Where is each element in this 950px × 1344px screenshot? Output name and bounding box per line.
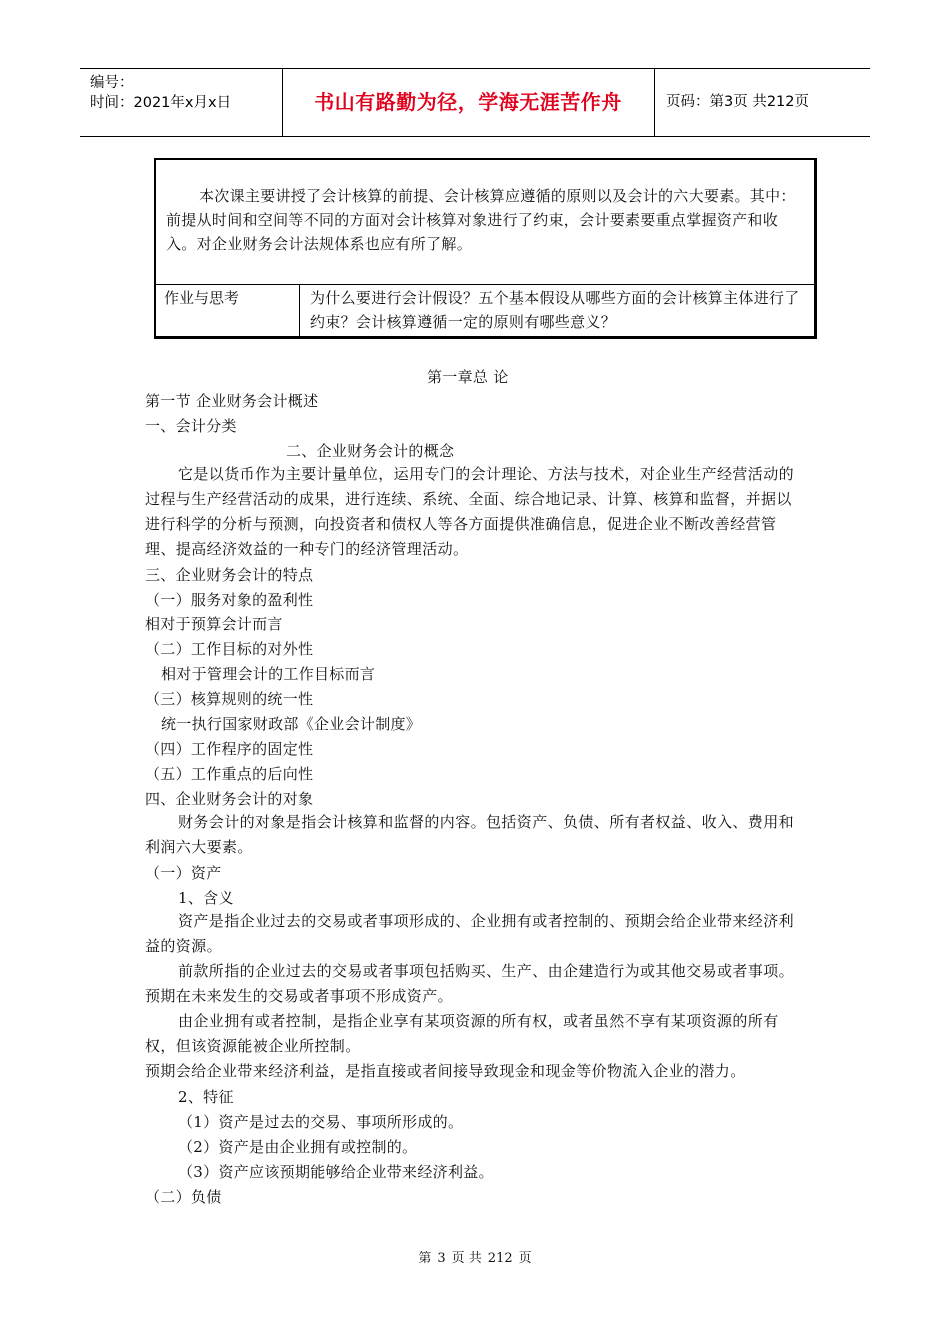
lesson-summary: 本次课主要讲授了会计核算的前提、会计核算应遵循的原则以及会计的六大要素。其中：前提从时间和空间等不同的方面对会计核算对象进行了约束，会计要素要重点掌握资产和收入。对企业财务会计法规体系也应有所了解。 xyxy=(166,187,796,253)
asset-feature-3: （3）资产应该预期能够给企业带来经济利益。 xyxy=(178,1163,494,1181)
feature-1-note: 相对于预算会计而言 xyxy=(145,615,283,633)
time-label: 时间：2021年x月x日 xyxy=(90,95,232,111)
paragraph-asset-control: 由企业拥有或者控制，是指企业享有某项资源的所有权，或者虽然不享有某项资源的所有权，但该资源能被企业所控制。 xyxy=(145,1012,779,1055)
asset-heading: （一）资产 xyxy=(145,864,222,882)
chapter-title: 第一章总 论 xyxy=(427,368,509,386)
heading-1: 一、会计分类 xyxy=(145,417,237,435)
footer-mid: 页 共 xyxy=(451,1251,482,1266)
number-label: 编号： xyxy=(90,75,134,91)
footer-total-pages: 212 xyxy=(487,1251,513,1266)
feature-5: （五）工作重点的后向性 xyxy=(145,765,314,783)
feature-3-note: 统一执行国家财政部《企业会计制度》 xyxy=(161,715,422,733)
header-divider xyxy=(654,69,655,136)
feature-2-note: 相对于管理会计的工作目标而言 xyxy=(161,665,376,683)
section-heading: 第一节 企业财务会计概述 xyxy=(145,392,319,410)
header-page-info: 页码：第3页 共212页 xyxy=(666,94,810,110)
table-column-divider xyxy=(299,284,300,336)
table-row-divider xyxy=(156,284,814,285)
asset-feature-1: （1）资产是过去的交易、事项所形成的。 xyxy=(178,1113,464,1131)
heading-4: 四、企业财务会计的对象 xyxy=(145,790,314,808)
feature-heading: 2、特征 xyxy=(178,1088,234,1106)
asset-feature-2: （2）资产是由企业拥有或控制的。 xyxy=(178,1138,418,1156)
homework-label: 作业与思考 xyxy=(164,289,240,307)
paragraph-asset-benefit: 预期会给企业带来经济利益，是指直接或者间接导致现金和现金等价物流入企业的潜力。 xyxy=(145,1062,746,1080)
footer-page-number: 3 xyxy=(437,1251,446,1266)
footer-suffix: 页 xyxy=(518,1251,532,1266)
paragraph-asset-definition: 资产是指企业过去的交易或者事项形成的、企业拥有或者控制的、预期会给企业带来经济利益的资源。 xyxy=(145,912,795,955)
feature-3: （三）核算规则的统一性 xyxy=(145,690,314,708)
footer-prefix: 第 xyxy=(418,1251,432,1266)
feature-4: （四）工作程序的固定性 xyxy=(145,740,314,758)
meaning-heading: 1、含义 xyxy=(178,889,234,907)
heading-2: 二、企业财务会计的概念 xyxy=(286,442,455,460)
page-header xyxy=(80,68,870,137)
page-footer xyxy=(0,1247,950,1266)
liability-heading: （二）负债 xyxy=(145,1188,222,1206)
paragraph-asset-transactions: 前款所指的企业过去的交易或者事项包括购买、生产、由企建造行为或其他交易或者事项。预期在未来发生的交易或者事项不形成资产。 xyxy=(145,962,795,1005)
feature-1: （一）服务对象的盈利性 xyxy=(145,591,314,609)
paragraph-concept: 它是以货币作为主要计量单位，运用专门的会计理论、方法与技术，对企业生产经营活动的过程与生产经营活动的成果，进行连续、系统、全面、综合地记录、计算、核算和监督，并据以进行科学的分析与预测，向投资者和债权人等各方面提供准确信息，促进企业不断改善经营管理、提高经济效益的一种专门的经济管理活动。 xyxy=(145,465,795,558)
feature-2: （二）工作目标的对外性 xyxy=(145,640,314,658)
lesson-summary-table xyxy=(154,158,817,339)
paragraph-object: 财务会计的对象是指会计核算和监督的内容。包括资产、负债、所有者权益、收入、费用和利润六大要素。 xyxy=(145,813,795,856)
heading-3: 三、企业财务会计的特点 xyxy=(145,566,314,584)
header-meta xyxy=(90,73,231,113)
header-motto: 书山有路勤为径，学海无涯苦作舟 xyxy=(314,90,622,114)
homework-text: 为什么要进行会计假设？五个基本假设从哪些方面的会计核算主体进行了约束？会计核算遵循一定的原则有哪些意义？ xyxy=(310,289,800,331)
